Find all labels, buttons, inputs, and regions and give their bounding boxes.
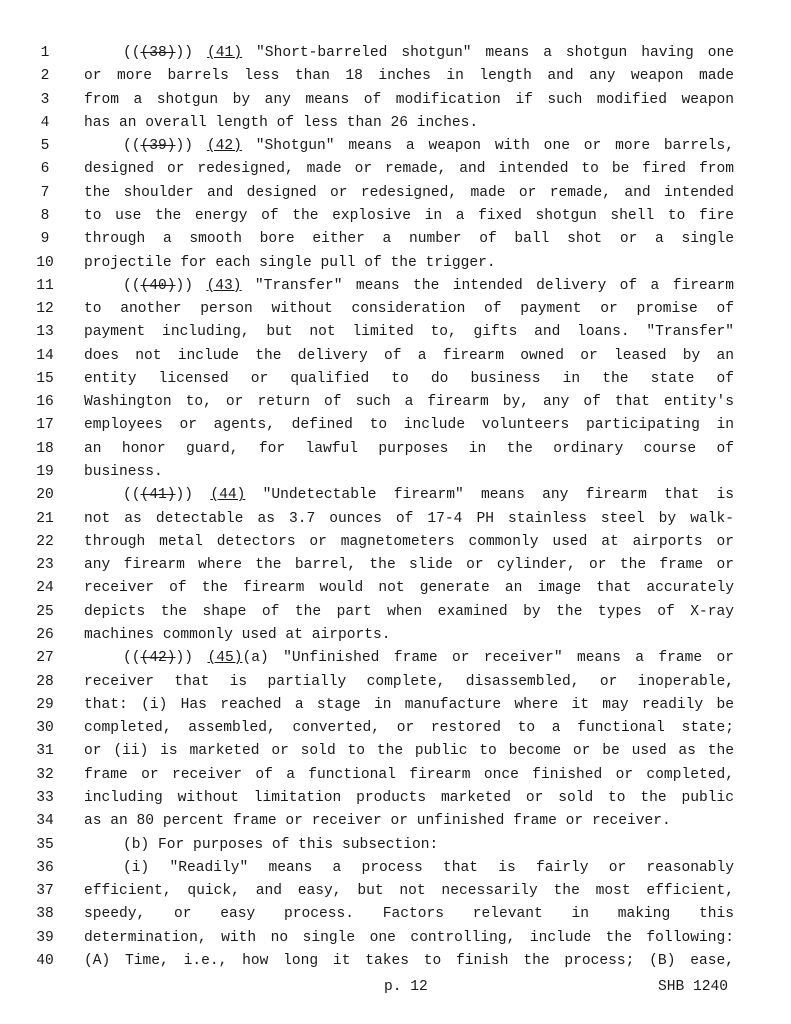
text-run: machines commonly used at airports. <box>84 627 391 643</box>
text-run: as an 80 percent frame or receiver or unfinished frame or receiver. <box>84 813 671 830</box>
text-run: )) <box>175 138 207 155</box>
text-run: any firearm where the barrel, the slide or cylinder, or the frame or <box>84 557 734 574</box>
text-run: does not include the delivery of a firearm owned or leased by an <box>84 347 734 364</box>
document-line <box>0 764 791 787</box>
line-number: 35 <box>36 836 54 853</box>
inserted-text: (41) <box>207 45 243 61</box>
text-run: to use the energy of the explosive in a fixed shotgun shell to fire <box>84 207 734 224</box>
document-line <box>0 810 791 833</box>
line-text <box>84 321 734 344</box>
text-run: (( <box>123 45 141 61</box>
document-line <box>0 671 791 694</box>
text-run: has an overall length of less than 26 inches. <box>84 114 479 131</box>
line-text <box>84 671 734 694</box>
line-number: 18 <box>36 440 54 457</box>
inserted-text: (43) <box>206 277 242 294</box>
line-text <box>84 764 734 787</box>
line-number: 15 <box>36 370 54 387</box>
document-line <box>0 368 791 391</box>
line-number: 24 <box>36 580 54 597</box>
text-run: completed, assembled, converted, or restored to a functional state; <box>84 720 734 737</box>
text-run: frame or receiver of a functional firearm once finished or completed, <box>84 766 734 783</box>
document-line <box>0 927 791 950</box>
text-run: Washington to, or return of such a firearm by, any of that entity's <box>84 394 734 411</box>
document-line <box>0 647 791 670</box>
line-number: 28 <box>36 673 54 690</box>
text-run: not as detectable as 3.7 ounces of 17-4 PH stainless steel by walk- <box>84 510 734 527</box>
line-text <box>84 601 734 624</box>
line-text <box>84 740 734 763</box>
line-number: 39 <box>36 929 54 946</box>
inserted-text: (44) <box>210 487 246 504</box>
text-run: "Shotgun" means a weapon with one or more barrels, <box>241 138 734 155</box>
line-text <box>84 857 734 880</box>
line-number: 20 <box>36 487 54 504</box>
document-line <box>0 950 791 973</box>
line-number: 38 <box>36 906 54 923</box>
text-run: employees or agents, defined to include volunteers participating in <box>84 417 734 434</box>
line-text <box>84 205 734 228</box>
document-line <box>0 531 791 554</box>
document-line <box>0 624 791 647</box>
text-run: including without limitation products marketed or sold to the public <box>84 789 734 806</box>
line-number: 37 <box>36 883 54 900</box>
document-line <box>0 182 791 205</box>
inserted-text: (45) <box>207 650 243 667</box>
line-number: 16 <box>36 394 54 411</box>
text-run: receiver that is partially complete, disassembled, or inoperable, <box>84 673 734 690</box>
line-number: 11 <box>36 277 54 294</box>
text-run: speedy, or easy process. Factors relevant in making this <box>84 906 734 923</box>
line-text <box>84 65 734 88</box>
line-number: 5 <box>40 138 50 155</box>
line-text <box>84 158 734 181</box>
line-text <box>84 694 734 717</box>
text-run: entity licensed or qualified to do business in the state of <box>84 370 734 387</box>
document-line <box>0 484 791 507</box>
document-line <box>0 857 791 880</box>
document-line <box>0 228 791 251</box>
text-run: the shoulder and designed or redesigned, made or remade, and intended <box>84 184 734 201</box>
line-text <box>84 438 734 461</box>
line-text <box>84 508 734 531</box>
text-run: )) <box>175 650 208 667</box>
line-text <box>84 903 734 926</box>
line-text <box>84 880 734 903</box>
document-line <box>0 414 791 437</box>
line-number: 12 <box>36 301 54 318</box>
line-number: 3 <box>40 91 50 108</box>
line-text <box>84 228 734 251</box>
text-run: business. <box>84 464 163 481</box>
line-number: 17 <box>36 417 54 434</box>
line-number: 2 <box>40 68 50 85</box>
line-number: 31 <box>36 743 54 760</box>
line-number: 36 <box>36 859 54 876</box>
line-text <box>84 554 734 577</box>
line-text <box>84 787 734 810</box>
line-text <box>84 345 734 368</box>
line-text <box>84 624 734 647</box>
text-run: through a smooth bore either a number of ball shot or a single <box>84 231 734 248</box>
text-run: through metal detectors or magnetometers commonly used at airports or <box>84 533 734 550</box>
document-line <box>0 252 791 275</box>
document-line <box>0 321 791 344</box>
line-number: 10 <box>36 254 54 271</box>
text-run: (( <box>123 487 141 504</box>
line-number: 9 <box>40 231 50 248</box>
document-line <box>0 345 791 368</box>
document-line <box>0 158 791 181</box>
line-text <box>84 42 734 65</box>
line-text <box>84 368 734 391</box>
line-number: 40 <box>36 952 54 969</box>
line-number: 27 <box>36 650 54 667</box>
line-text <box>84 135 734 158</box>
line-text <box>84 647 734 670</box>
line-text <box>84 810 734 833</box>
line-number: 1 <box>40 45 50 61</box>
line-number: 21 <box>36 510 54 527</box>
line-number: 23 <box>36 557 54 574</box>
document-line <box>0 205 791 228</box>
document-line <box>0 694 791 717</box>
inserted-text: (42) <box>206 138 242 155</box>
document-line <box>0 740 791 763</box>
bill-number: SHB 1240 <box>658 979 729 995</box>
line-text <box>84 414 734 437</box>
text-run: "Undetectable firearm" means any firearm that is <box>245 487 734 504</box>
text-run: (i) "Readily" means a process that is fairly or reasonably <box>123 859 734 876</box>
line-text <box>84 834 734 857</box>
line-text <box>84 484 734 507</box>
document-line <box>0 880 791 903</box>
deleted-text: (41) <box>140 487 176 504</box>
document-line <box>0 112 791 135</box>
line-text <box>84 391 734 414</box>
document-line <box>0 601 791 624</box>
document-line <box>0 42 791 65</box>
document-line <box>0 787 791 810</box>
page-number: p. 12 <box>384 979 428 995</box>
text-run: "Transfer" means the intended delivery of a firearm <box>241 277 734 294</box>
line-text <box>84 89 734 112</box>
text-run: determination, with no single one controlling, include the following: <box>84 929 734 946</box>
text-run: that: (i) Has reached a stage in manufacture where it may readily be <box>84 696 734 713</box>
line-number: 4 <box>40 114 50 131</box>
line-text <box>84 927 734 950</box>
document-line <box>0 438 791 461</box>
line-text <box>84 577 734 600</box>
text-run: payment including, but not limited to, gifts and loans. "Transfer" <box>84 324 734 341</box>
line-number: 34 <box>36 813 54 830</box>
text-run: receiver of the firearm would not generate an image that accurately <box>84 580 734 597</box>
text-run: )) <box>175 487 211 504</box>
line-number: 22 <box>36 533 54 550</box>
line-text <box>84 461 734 484</box>
text-run: or (ii) is marketed or sold to the public to become or be used as the <box>84 743 734 760</box>
document-line <box>0 135 791 158</box>
document-line <box>0 717 791 740</box>
document-line <box>0 461 791 484</box>
text-run: (a) "Unfinished frame or receiver" means a frame or <box>242 650 734 667</box>
line-number: 30 <box>36 720 54 737</box>
line-number: 26 <box>36 627 54 643</box>
text-run: projectile for each single pull of the trigger. <box>84 254 496 271</box>
document-line <box>0 508 791 531</box>
text-run: from a shotgun by any means of modification if such modified weapon <box>84 91 734 108</box>
text-run: to another person without consideration of payment or promise of <box>84 301 734 318</box>
line-number: 33 <box>36 789 54 806</box>
line-number: 13 <box>36 324 54 341</box>
text-run: designed or redesigned, made or remade, and intended to be fired from <box>84 161 734 178</box>
deleted-text: (39) <box>140 138 176 155</box>
line-number: 6 <box>40 161 50 178</box>
text-run: (b) For purposes of this subsection: <box>123 836 439 853</box>
document-line <box>0 577 791 600</box>
text-run: (( <box>123 650 141 667</box>
deleted-text: (40) <box>140 277 176 294</box>
document-line <box>0 89 791 112</box>
line-number: 19 <box>36 464 54 481</box>
line-number: 25 <box>36 603 54 620</box>
text-run: efficient, quick, and easy, but not necessarily the most efficient, <box>84 883 734 900</box>
line-text <box>84 531 734 554</box>
line-number: 32 <box>36 766 54 783</box>
line-text <box>84 112 734 135</box>
text-run: "Short-barreled shotgun" means a shotgun having one <box>242 45 734 61</box>
text-run: an honor guard, for lawful purposes in the ordinary course of <box>84 440 734 457</box>
document-line <box>0 275 791 298</box>
text-run: )) <box>175 277 207 294</box>
document-line <box>0 391 791 414</box>
text-run: (( <box>123 138 141 155</box>
text-run: depicts the shape of the part when examined by the types of X-ray <box>84 603 734 620</box>
line-text <box>84 717 734 740</box>
deleted-text: (38) <box>140 45 176 61</box>
line-number: 8 <box>40 207 50 224</box>
text-run: (A) Time, i.e., how long it takes to finish the process; (B) ease, <box>84 952 734 969</box>
deleted-text: (42) <box>140 650 176 667</box>
document-line <box>0 554 791 577</box>
text-run: )) <box>175 45 208 61</box>
line-text <box>84 275 734 298</box>
text-run: or more barrels less than 18 inches in length and any weapon made <box>84 68 734 85</box>
document-line <box>0 834 791 857</box>
text-run: (( <box>123 277 141 294</box>
document-line <box>0 903 791 926</box>
line-text <box>84 298 734 321</box>
line-text <box>84 252 734 275</box>
line-number: 29 <box>36 696 54 713</box>
document-line <box>0 298 791 321</box>
line-number: 7 <box>40 184 50 201</box>
line-text <box>84 182 734 205</box>
document-line <box>0 65 791 88</box>
line-number: 14 <box>36 347 54 364</box>
line-text <box>84 950 734 973</box>
